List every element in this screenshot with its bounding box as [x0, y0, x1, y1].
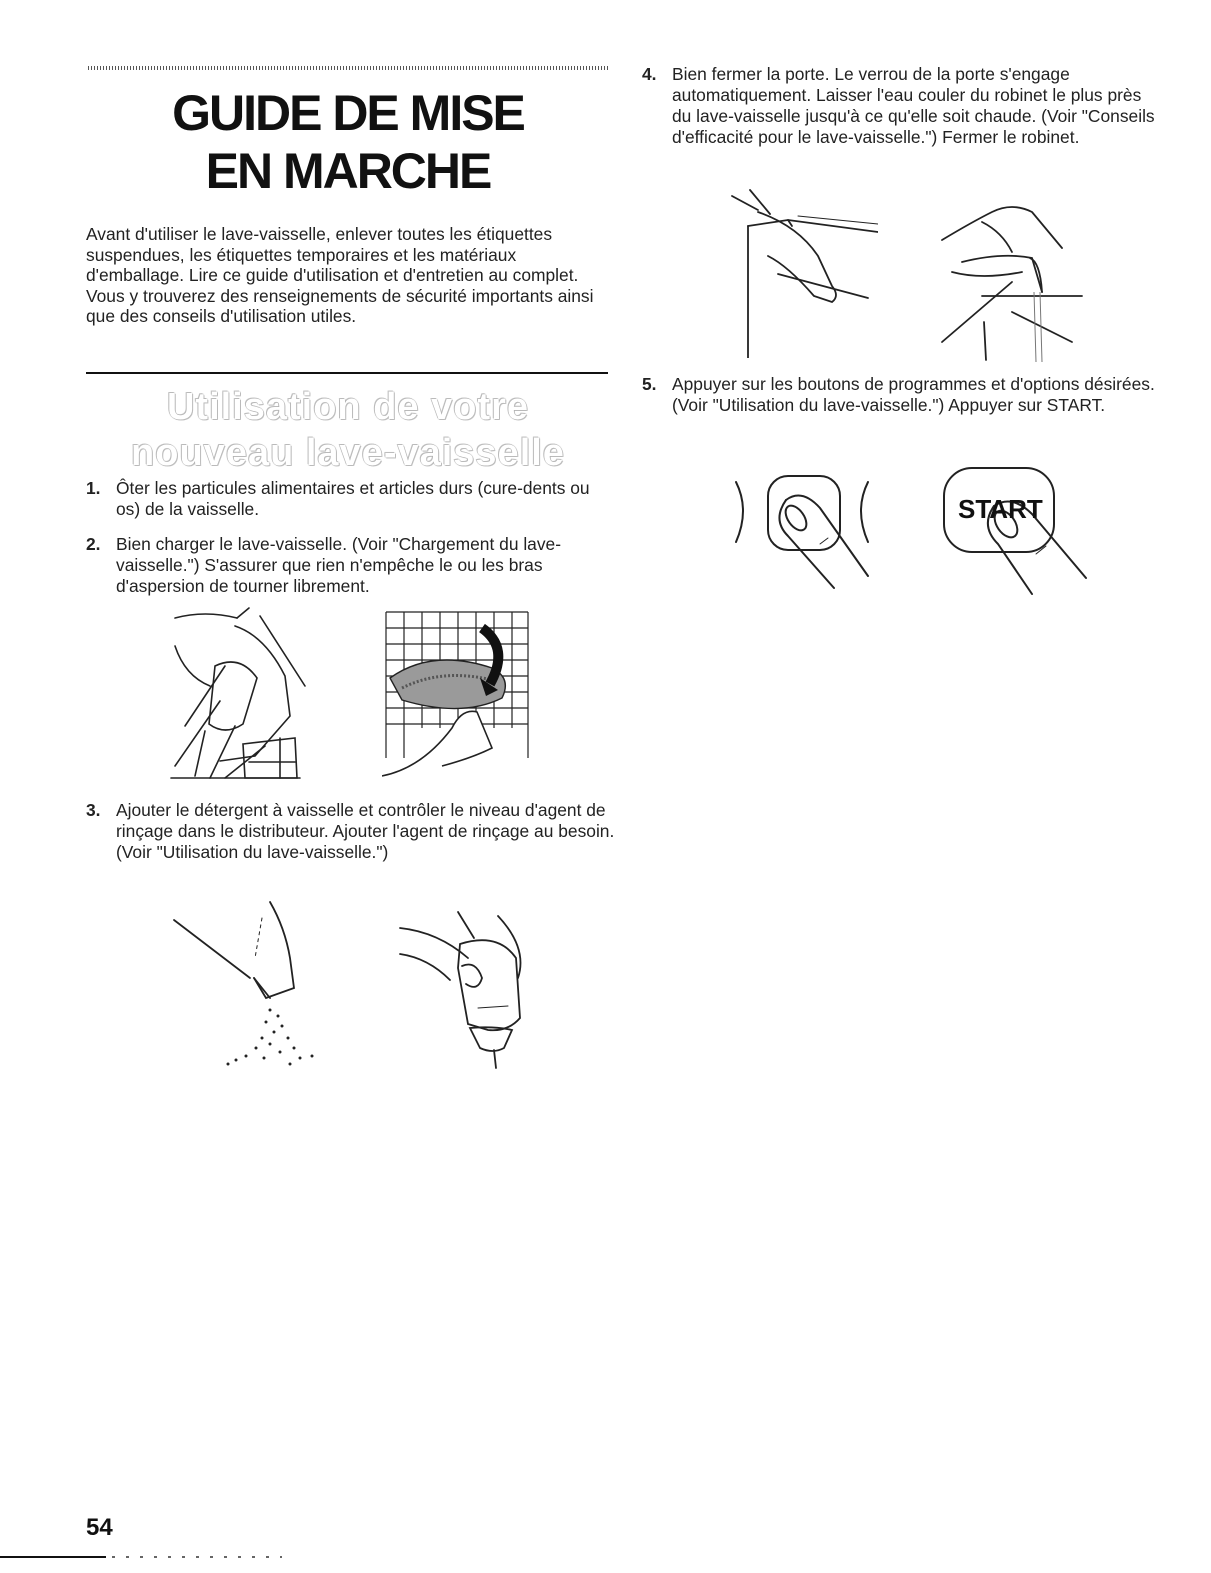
step-5 — [642, 374, 1162, 438]
step-5-number: 5. — [642, 374, 657, 394]
page-title — [88, 84, 608, 200]
step-1-number: 1. — [86, 478, 101, 498]
step-5-text: Appuyer sur les boutons de programmes et d'options désirées. (Voir "Utilisation du lave-vaisselle.") Appuyer sur START. — [672, 374, 1155, 415]
closing-door-illustration — [728, 186, 878, 358]
step-3-text: Ajouter le détergent à vaisselle et contrôler le niveau d'agent de rinçage dans le distributeur. Ajouter l'agent de rinçage au besoin. (Voir "Utilisation du lave-vaisselle.") — [116, 800, 615, 862]
step-3 — [86, 800, 616, 886]
pressing-option-button-illustration — [728, 464, 898, 604]
section-heading-line-2: nouveau lave-vaisselle — [131, 432, 565, 474]
footer-rule — [0, 1556, 106, 1558]
page-title-line-1: GUIDE DE MISE — [172, 85, 524, 141]
start-button-illustration — [936, 462, 1096, 602]
section-heading — [88, 384, 608, 476]
step-1 — [86, 478, 616, 522]
step-3-number: 3. — [86, 800, 101, 820]
step-4-number: 4. — [642, 64, 657, 84]
rinse-aid-bottle-illustration — [398, 908, 548, 1074]
section-divider — [86, 372, 608, 374]
pouring-detergent-illustration — [170, 898, 330, 1074]
step-2-text: Bien charger le lave-vaisselle. (Voir "Chargement du lave-vaisselle.") S'assurer que rien n'empêche le ou les bras d'aspersion de tourner librement. — [116, 534, 562, 596]
step-4 — [642, 64, 1162, 172]
section-heading-line-1: Utilisation de votre — [166, 386, 530, 428]
page-title-line-2: EN MARCHE — [205, 143, 491, 199]
spray-arm-rack-illustration — [382, 608, 532, 784]
intro-paragraph: Avant d'utiliser le lave-vaisselle, enlever toutes les étiquettes suspendues, les étiquettes temporaires et les matériaux d'emballage. Lire ce guide d'utilisation et d'entretien au complet. Vous y trouverez des renseignements de sécurité importants ainsi que des conseils d'utilisation utiles. — [86, 224, 594, 326]
step-2 — [86, 534, 616, 600]
page-number: 54 — [86, 1514, 113, 1541]
start-button-label: START — [958, 494, 1043, 524]
header-dotted-rule — [88, 66, 608, 70]
step-2-number: 2. — [86, 534, 101, 554]
scraping-dishes-illustration — [165, 606, 315, 786]
step-4-text: Bien fermer la porte. Le verrou de la porte s'engage automatiquement. Laisser l'eau couler du robinet le plus près du lave-vaisselle jusqu'à ce qu'elle soit chaude. (Voir "Conseils d'efficacité pour le lave-vaisselle.") Fermer le robinet. — [672, 64, 1155, 147]
footer-dotted-rule — [112, 1556, 282, 1558]
faucet-illustration — [922, 192, 1092, 362]
step-1-text: Ôter les particules alimentaires et articles durs (cure-dents ou os) de la vaisselle. — [116, 478, 590, 519]
